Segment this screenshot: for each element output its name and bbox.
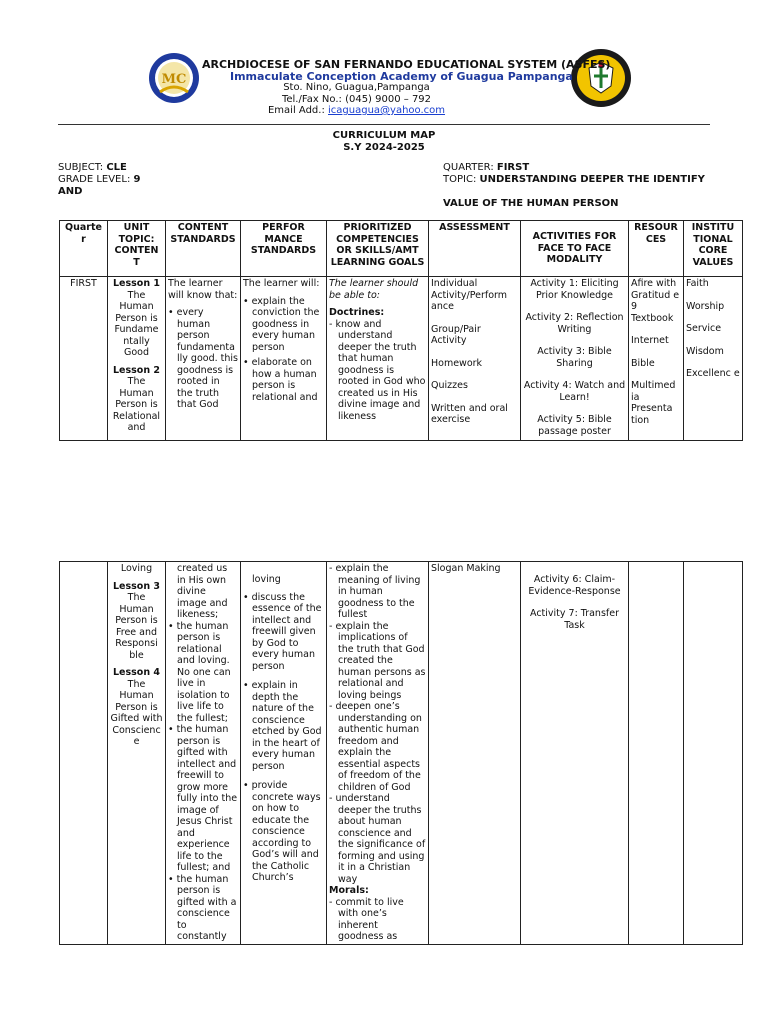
activity-item: Activity 3: Bible Sharing [537, 346, 612, 369]
perf-bullet-3: discuss the essence of the intellect and freewill given by God to every human person [251, 591, 322, 672]
perf-intro: The learner will: [243, 278, 320, 289]
comp-doctrine-3: explain the implications of the truth that God created the human persons as relational and loving beings [335, 620, 426, 701]
activity-item: Activity 5: Bible passage poster [537, 414, 612, 437]
resources-cell [629, 277, 684, 441]
resource-item: Internet [631, 335, 669, 346]
comp-doctrine-1: know and understand deeper the truth that human goodness is rooted in God who created us in His divine image and likeness [335, 318, 426, 422]
lesson2-title: Lesson 2 [112, 364, 160, 376]
school-name: Immaculate Conception Academy of Guagua Pampanga [230, 70, 573, 83]
content-bullet-1: every human person fundamenta lly good. this goodness is rooted in the truth that God [176, 307, 238, 410]
assessment-item: Group/Pair Activity [431, 323, 481, 346]
grade-label: GRADE LEVEL: [58, 174, 134, 185]
competencies-cell: The learner should be able to: Doctrines: - know and understand deeper the truth that human goodness is rooted in God who created us in His divine image and likeness [327, 277, 429, 441]
content-standards-cell: The learner will know that: • every human person fundamenta lly good. this goodness is rooted in the truth that God [166, 277, 241, 441]
resource-item: Textbook [631, 312, 674, 324]
lesson2-text: The Human Person is Relational and [112, 376, 161, 433]
topic-value: UNDERSTANDING DEEPER THE IDENTIFY [479, 174, 705, 185]
comp-doctrine-2: explain the meaning of living in human goodness to the fullest [335, 563, 421, 620]
value-item: Faith [686, 278, 709, 289]
comp-morals: Morals: [329, 885, 369, 896]
resources-cell-cont [629, 562, 684, 945]
resource-item: Multimed ia Presenta tion [631, 380, 676, 426]
header-unit-topic: UNIT TOPIC: CONTEN T [108, 221, 166, 277]
assessment-cell [429, 277, 521, 441]
content-bullet-2: the human person is relational and loving. No one can live in isolation to live life to the fullest; [176, 620, 231, 724]
comp-doctrine-4: deepen one’s understanding on authentic human freedom and explain the essential aspects of freedom of the children of God [335, 701, 422, 793]
header-quarter: Quarte r [60, 221, 108, 277]
comp-moral-1: commit to live with one’s inherent goodness as [335, 896, 404, 942]
assessment-item: Homework [431, 357, 483, 369]
topic-value-line2: VALUE OF THE HUMAN PERSON [443, 198, 619, 209]
grade-and: AND [58, 186, 83, 197]
header-core-values: INSTITU TIONAL CORE VALUES [684, 221, 743, 277]
lesson4-text: The Human Person is Gifted with Conscienc e [110, 678, 163, 747]
value-item: Excellenc e [686, 368, 740, 379]
value-item: Worship [686, 300, 725, 312]
value-item: Wisdom [686, 345, 724, 357]
perf-bullet-2: elaborate on how a human person is relational and [251, 357, 318, 403]
assessment-item: Individual Activity/Perform ance [431, 278, 508, 312]
performance-standards-cell-cont: loving • discuss the essence of the intellect and freewill given by God to every human person • explain in depth the nature of the conscience etched by God in the heart of every human person • provide concrete ways on how to educate the conscience according to God’s will and the Catholic Church’s [241, 562, 327, 945]
unit-topic-cell-cont [108, 562, 166, 945]
comp-doctrine-5: understand deeper the truths about human conscience and the significance of forming and using it in a Christian way [335, 793, 426, 885]
header-performance-standards: PERFOR MANCE STANDARDS [241, 221, 327, 277]
activities-cell [521, 277, 629, 441]
school-address: Sto. Nino, Guagua,Pampanga [283, 82, 430, 93]
header-content-standards: CONTENT STANDARDS [166, 221, 241, 277]
header-assessment: ASSESSMENT [429, 221, 521, 277]
curriculum-table-page2 [59, 561, 743, 945]
school-telfax: Tel./Fax No.: (045) 9000 – 792 [281, 94, 432, 105]
activity-item: Activity 1: Eliciting Prior Knowledge [530, 278, 619, 301]
activities-cell-cont [521, 562, 629, 945]
comp-doctrines: Doctrines: [329, 307, 385, 318]
activity-item: Activity 7: Transfer Task [529, 608, 619, 631]
content-continued: created us in His own divine image and likeness; [177, 563, 228, 620]
activity-item: Activity 2: Reflection Writing [525, 312, 624, 335]
left-logo-text: MC [161, 72, 187, 87]
unit-continued: Loving [120, 563, 153, 574]
header-divider [58, 124, 710, 125]
resource-item: Afire with Gratitud e 9 [631, 278, 680, 312]
lesson4-title: Lesson 4 [112, 667, 160, 678]
topic-label: TOPIC: [443, 174, 480, 185]
lesson3-text: The Human Person is Free and Responsi ble [115, 592, 158, 661]
value-item: Service [686, 323, 722, 334]
perf-bullet-1: explain the conviction the goodness in every human person [251, 295, 320, 353]
lesson1-text: The Human Person is Fundame ntally Good [114, 289, 159, 358]
core-values-cell-cont [684, 562, 743, 945]
header-resources: RESOUR CES [629, 221, 684, 277]
content-bullet-3: the human person is gifted with intellect and freewill to grow more fully into the image of Jesus Christ and experience life to the fullest; and [176, 724, 238, 873]
email-label: Email Add.: [267, 105, 328, 116]
header-competencies: PRIORITIZED COMPETENCIES OR SKILLS/AMT LEARNING GOALS [327, 221, 429, 277]
quarter-label: QUARTER: [443, 162, 497, 173]
unit-topic-cell [108, 277, 166, 441]
resource-item: Bible [631, 357, 655, 369]
comp-intro: The learner should be able to: [329, 278, 419, 301]
org-name: ARCHDIOCESE OF SAN FERNANDO EDUCATIONAL SYSTEM (ASFES) [202, 58, 611, 71]
perf-bullet-5: provide concrete ways on how to educate the conscience according to God’s will and the Catholic Church’s [251, 780, 321, 883]
content-standards-cell-cont: created us in His own divine image and likeness; • the human person is relational and loving. No one can live in isolation to live life to the fullest; • the human person is gifted with intellect and freewill to grow more fully into the image of Jesus Christ and experience life to the fullest; and • the human person is gifted with a conscience to constantly [166, 562, 241, 945]
header-activities: ACTIVITIES FOR FACE TO FACE MODALITY [521, 221, 629, 277]
assessment-item: Quizzes [431, 380, 468, 391]
perf-continued: loving [252, 574, 281, 585]
lesson1-title: Lesson 1 [112, 278, 160, 289]
lesson3-title: Lesson 3 [112, 580, 160, 592]
school-year: S.Y 2024-2025 [343, 142, 425, 153]
assessment-cell-cont [429, 562, 521, 945]
core-values-cell [684, 277, 743, 441]
assessment-item: Written and oral exercise [431, 402, 508, 425]
content-intro: The learner will know that: [168, 278, 238, 301]
performance-standards-cell: The learner will: • explain the conviction the goodness in every human person • elaborate on how a human person is relational and [241, 277, 327, 441]
activity-item: Activity 4: Watch and Learn! [523, 380, 626, 403]
content-bullet-4: the human person is gifted with a conscience to constantly [176, 873, 237, 942]
activity-item: Activity 6: Claim-Evidence-Response [528, 574, 621, 597]
quarter-value: FIRST [496, 162, 530, 173]
email-link[interactable]: icaguagua@yahoo.com [328, 105, 446, 116]
competencies-cell-cont: - explain the meaning of living in human goodness to the fullest - explain the implications of the truth that God created the human persons as relational and loving beings - deepen one’s understanding on authentic human freedom and explain the essential aspects of freedom of the children of God - understand deeper the truths about human conscience and the significance of forming and using it in a Christian way Morals: - commit to live with one’s inherent goodness as [327, 562, 429, 945]
curriculum-table-page1 [59, 220, 743, 441]
subject-label: SUBJECT: [58, 162, 107, 173]
subject-value: CLE [106, 162, 127, 173]
grade-value: 9 [133, 174, 141, 185]
assessment-item: Slogan Making [431, 563, 501, 574]
quarter-cell-cont [60, 562, 108, 945]
doc-title: CURRICULUM MAP [332, 130, 436, 141]
quarter-cell: FIRST [60, 277, 108, 441]
perf-bullet-4: explain in depth the nature of the conscience etched by God in the heart of every human person [251, 680, 322, 772]
